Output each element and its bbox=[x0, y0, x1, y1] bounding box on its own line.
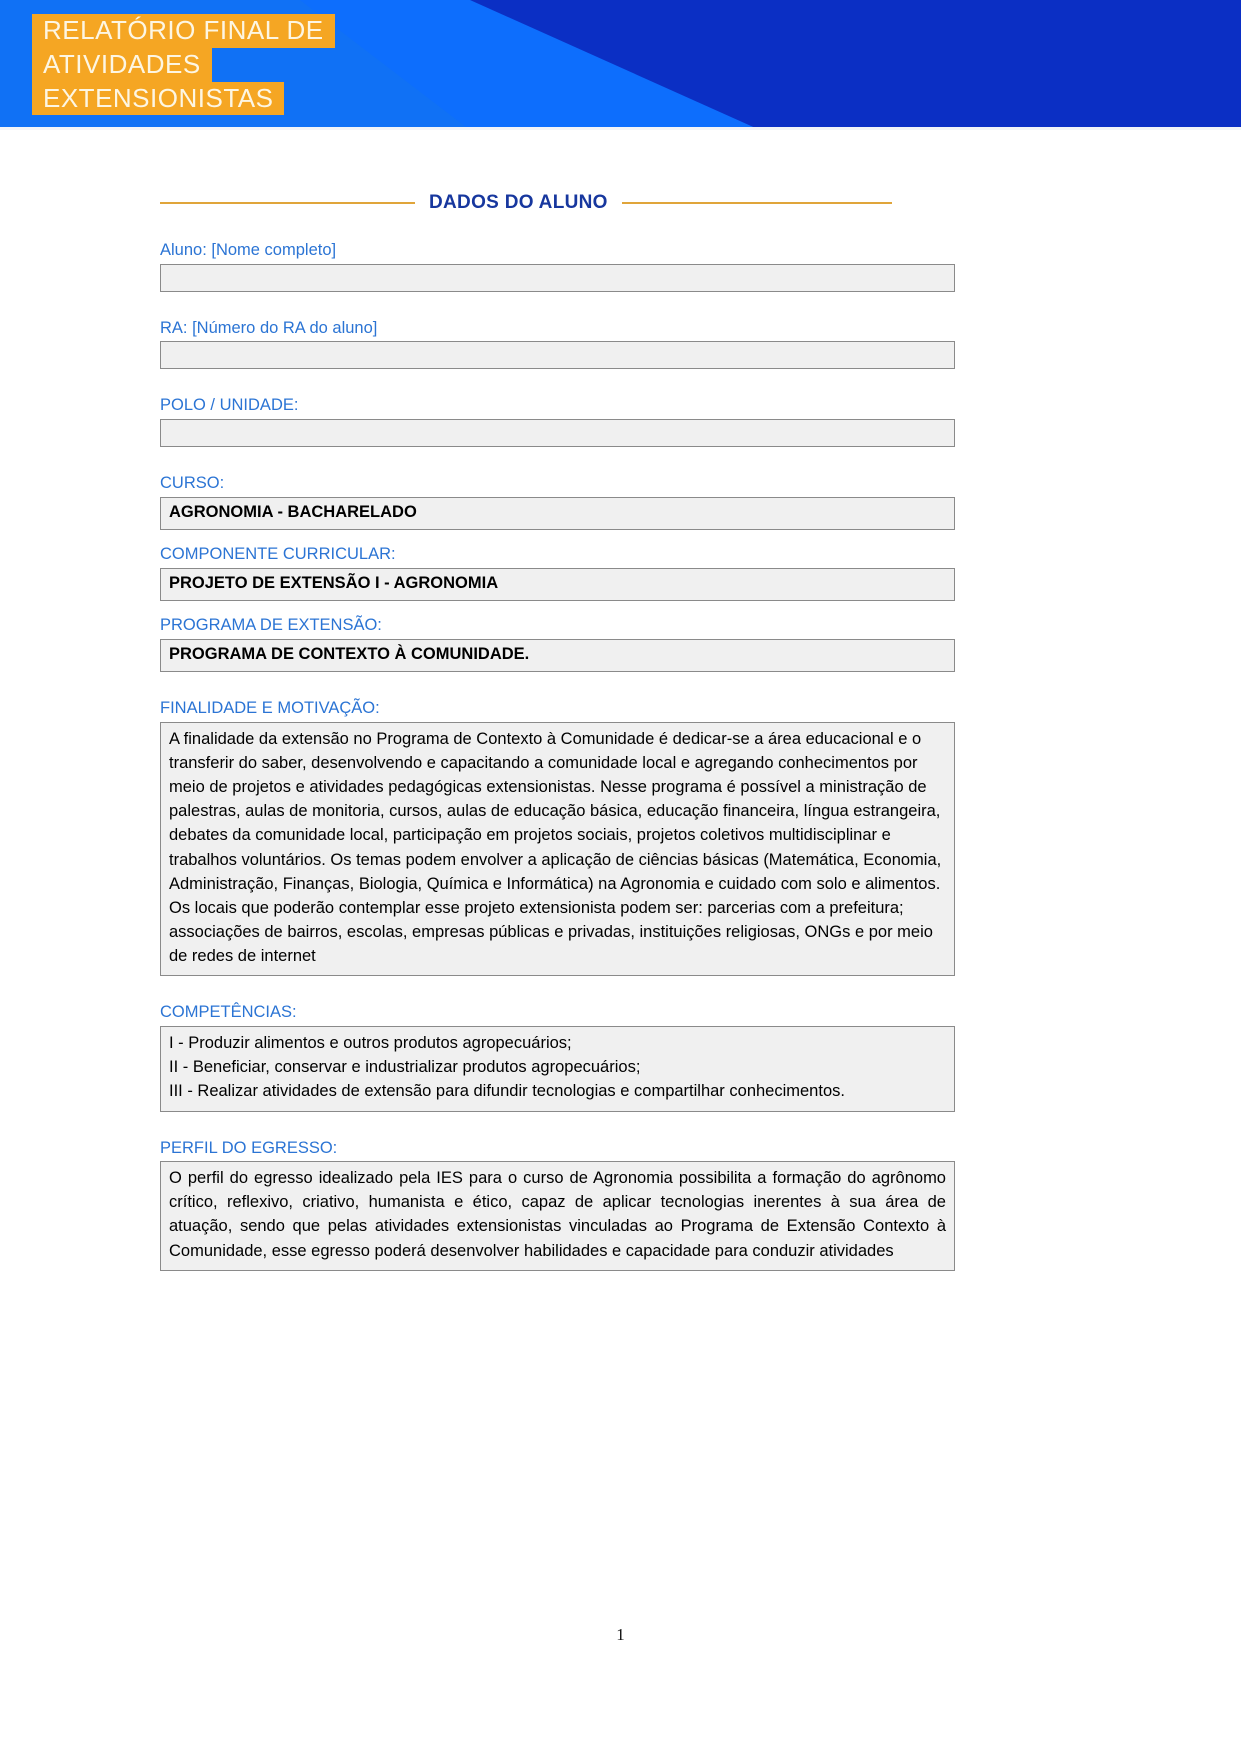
field-input-aluno[interactable] bbox=[160, 264, 955, 292]
field-input-programa-extensao[interactable]: PROGRAMA DE CONTEXTO À COMUNIDADE. bbox=[160, 639, 955, 672]
competencia-item: II - Beneficiar, conservar e industrializar produtos agropecuários; bbox=[169, 1058, 641, 1077]
banner-title-line-3: EXTENSIONISTAS bbox=[32, 82, 284, 116]
document-page bbox=[0, 192, 1241, 1271]
field-text-finalidade-motivacao[interactable]: A finalidade da extensão no Programa de Contexto à Comunidade é dedicar-se a área educacional e o transferir do saber, desenvolvendo e capacitando a comunidade local e agregando conhecimentos por meio de projetos e atividades pedagógicas extensionistas. Nesse programa é possível a ministração de palestras, aulas de monitoria, cursos, aulas de educação básica, educação financeira, língua estrangeira, debates da comunidade local, participação em projetos sociais, projetos coletivos multidisciplinar e trabalhos voluntários. Os temas podem envolver a aplicação de ciências básicas (Matemática, Economia, Administração, Finanças, Biologia, Química e Informática) na Agronomia e cuidado com solo e alimentos. Os locais que poderão contemplar esse projeto extensionista podem ser: parcerias com a prefeitura; associações de bairros, escolas, empresas públicas e privadas, instituições religiosas, ONGs e por meio de redes de internet bbox=[160, 722, 955, 977]
competencia-item: I - Produzir alimentos e outros produtos agropecuários; bbox=[169, 1033, 572, 1052]
field-input-componente-curricular[interactable]: PROJETO DE EXTENSÃO I - AGRONOMIA bbox=[160, 568, 955, 601]
field-label-aluno: Aluno: [Nome completo] bbox=[160, 241, 337, 259]
field-label-finalidade-motivacao: FINALIDADE E MOTIVAÇÃO: bbox=[160, 699, 380, 718]
banner-title bbox=[32, 14, 335, 115]
field-label-ra: RA: [Número do RA do aluno] bbox=[160, 318, 378, 337]
field-label-componente-curricular: COMPONENTE CURRICULAR: bbox=[160, 544, 396, 563]
field-input-ra[interactable] bbox=[160, 341, 955, 369]
field-text-competencias[interactable] bbox=[160, 1026, 955, 1112]
field-label-perfil-egresso: PERFIL DO EGRESSO: bbox=[160, 1138, 338, 1157]
field-label-competencias: COMPETÊNCIAS: bbox=[160, 1003, 297, 1022]
field-label-curso: CURSO: bbox=[160, 473, 225, 492]
field-programa-extensao bbox=[160, 615, 955, 672]
field-label-programa-extensao: PROGRAMA DE EXTENSÃO: bbox=[160, 615, 382, 634]
field-competencias bbox=[160, 1002, 955, 1111]
page-banner bbox=[0, 0, 1241, 130]
field-text-perfil-egresso[interactable]: O perfil do egresso idealizado pela IES para o curso de Agronomia possibilita a formação do agrônomo crítico, reflexivo, criativo, humanista e ético, capaz de aplicar tecnologias inerentes à sua área de atuação, sendo que pelas atividades extensionistas vinculadas ao Programa de Extensão Contexto à Comunidade, esse egresso poderá desenvolver habilidades e capacidade para conduzir atividades bbox=[160, 1161, 955, 1271]
field-input-curso[interactable]: AGRONOMIA - BACHARELADO bbox=[160, 497, 955, 530]
section-rule-right bbox=[622, 202, 892, 204]
section-header-dados-do-aluno bbox=[160, 192, 955, 214]
competencia-item: III - Realizar atividades de extensão para difundir tecnologias e compartilhar conhecimentos. bbox=[169, 1082, 845, 1101]
field-polo-unidade bbox=[160, 395, 955, 447]
banner-title-line-2: ATIVIDADES bbox=[32, 48, 212, 82]
field-aluno bbox=[160, 240, 955, 292]
field-ra bbox=[160, 318, 955, 370]
field-componente-curricular bbox=[160, 544, 955, 601]
field-perfil-egresso bbox=[160, 1138, 955, 1271]
field-input-polo-unidade[interactable] bbox=[160, 419, 955, 447]
banner-bottom-divider bbox=[0, 127, 1241, 130]
document-content bbox=[160, 192, 955, 1271]
section-rule-left bbox=[160, 202, 415, 204]
field-label-polo-unidade: POLO / UNIDADE: bbox=[160, 396, 299, 415]
field-finalidade-motivacao bbox=[160, 698, 955, 976]
field-curso bbox=[160, 473, 955, 530]
page-number: 1 bbox=[616, 1625, 625, 1644]
page-title: DADOS DO ALUNO bbox=[429, 192, 608, 213]
banner-title-line-1: RELATÓRIO FINAL DE bbox=[32, 14, 335, 48]
